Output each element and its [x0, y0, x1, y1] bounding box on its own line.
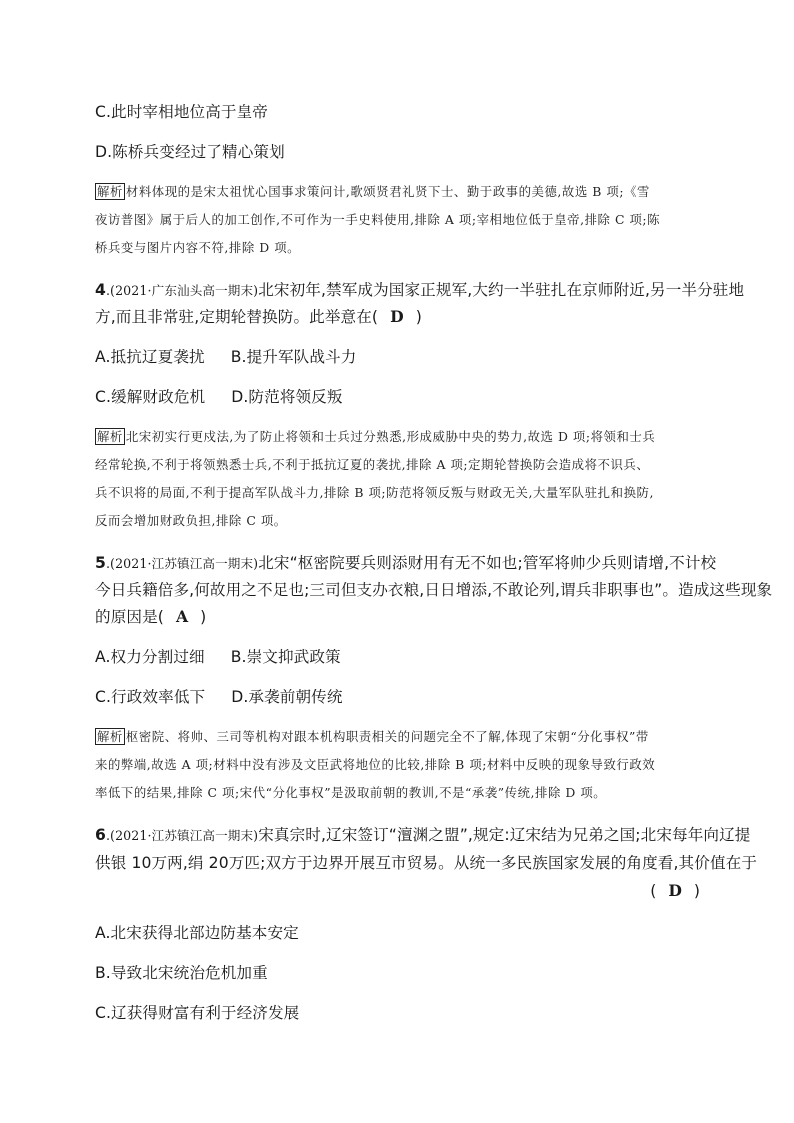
q6-option-c: C.辽获得财富有利于经济发展 — [95, 1004, 300, 1022]
q4-explanation-line: 反而会增加财政负担,排除 C 项。 — [95, 513, 287, 528]
q3-option-d: D.陈桥兵变经过了精心策划 — [95, 143, 285, 161]
q5-stem-line: 的原因是( A ) — [95, 607, 207, 626]
q6-stem-line: 6.(2021·江苏镇江高一期末)宋真宗时,辽宋签订“澶渊之盟”,规定:辽宋结为兄弟之国;北宋每年向辽提 — [95, 826, 751, 844]
q4-stem-line: 方,而且非常驻,定期轮替换防。此举意在( D ) — [95, 307, 422, 326]
q5-option-a: A.权力分割过细 — [95, 648, 205, 666]
q3-explanation-line: 夜访普图》属于后人的加工创作,不可作为一手史料使用,排除 A 项;宰相地位低于皇帝,排除 C 项;陈 — [95, 212, 661, 227]
q6-answer: D — [668, 881, 682, 900]
q5-stem-line: 今日兵籍倍多,何故用之不足也;三司但支办衣粮,日日增添,不敢论列,谓兵非职事也”。造成这些现象 — [95, 581, 773, 599]
q4-source: .(2021·广东汕头高一期末) — [105, 283, 259, 298]
q4-options-row — [95, 346, 356, 368]
q5-explanation-line: 率低下的结果,排除 C 项;宋代“分化事权”是汲取前朝的教训,不是“承袭”传统,排除 D 项。 — [95, 785, 607, 800]
q3-explanation-line: 桥兵变与图片内容不符,排除 D 项。 — [95, 240, 301, 255]
q5-option-b: B.崇文抑武政策 — [230, 648, 341, 666]
q4-explanation-line: 兵不识将的局面,不利于提高军队战斗力,排除 B 项;防范将领反叛与财政无关,大量军队驻扎和换防, — [95, 485, 654, 500]
q4-stem-line: 4.(2021·广东汕头高一期末)北宋初年,禁军成为国家正规军,大约一半驻扎在京师附近,另一半分驻地 — [95, 281, 745, 299]
q6-stem-line: 供银 10万两,绢 20万匹;双方于边界开展互市贸易。从统一多民族国家发展的角度看,其价值在于 — [95, 854, 758, 872]
q6-answer-bracket: ( D ) — [650, 881, 700, 900]
q3-option-c: C.此时宰相地位高于皇帝 — [95, 103, 268, 121]
q6-option-a: A.北宋获得北部边防基本安定 — [95, 924, 299, 942]
q5-answer: A — [175, 607, 189, 626]
q3-explanation-line: 解析 材料体现的是宋太祖忧心国事求策问计,歌颂贤君礼贤下士、勤于政事的美德,故选 B 项;《雪 — [97, 184, 650, 199]
document-page — [95, 0, 773, 1123]
q5-option-d: D.承袭前朝传统 — [231, 688, 343, 706]
q5-option-c: C.行政效率低下 — [95, 688, 206, 706]
explanation-tag: 解析 — [97, 184, 123, 199]
q6-option-b: B.导致北宋统治危机加重 — [95, 964, 268, 982]
q5-options-row — [95, 686, 343, 708]
q5-source: .(2021·江苏镇江高一期末) — [105, 556, 259, 571]
q4-option-c: C.缓解财政危机 — [95, 388, 206, 406]
q4-explanation-line: 经常轮换,不利于将领熟悉士兵,不利于抵抗辽夏的袭扰,排除 A 项;定期轮替换防会造成将不识兵、 — [95, 457, 650, 472]
q5-explanation-line: 解析 枢密院、将帅、三司等机构对跟本机构职责相关的问题完全不了解,体现了宋朝“分化事权”带 — [97, 729, 649, 744]
q4-option-a: A.抵抗辽夏袭扰 — [95, 348, 205, 366]
q6-source: .(2021·江苏镇江高一期末) — [105, 828, 259, 843]
q4-options-row — [95, 386, 343, 408]
q4-number: 4 — [95, 281, 106, 299]
explanation-tag: 解析 — [97, 429, 123, 444]
explanation-tag: 解析 — [97, 729, 123, 744]
q6-number: 6 — [95, 826, 106, 844]
q5-number: 5 — [95, 554, 106, 572]
q5-stem-line: 5.(2021·江苏镇江高一期末)北宋“枢密院要兵则添财用有无不如也;管军将帅少兵则请增,不计校 — [95, 554, 717, 572]
q4-explanation-line: 解析 北宋初实行更戍法,为了防止将领和士兵过分熟悉,形成威胁中央的势力,故选 D 项;将领和士兵 — [97, 429, 656, 444]
q4-answer: D — [390, 307, 404, 326]
q4-option-d: D.防范将领反叛 — [231, 388, 343, 406]
q5-explanation-line: 来的弊端,故选 A 项;材料中没有涉及文臣武将地位的比较,排除 B 项;材料中反映的现象导致行政效 — [95, 757, 656, 772]
q5-options-row — [95, 646, 341, 668]
q4-option-b: B.提升军队战斗力 — [230, 348, 357, 366]
